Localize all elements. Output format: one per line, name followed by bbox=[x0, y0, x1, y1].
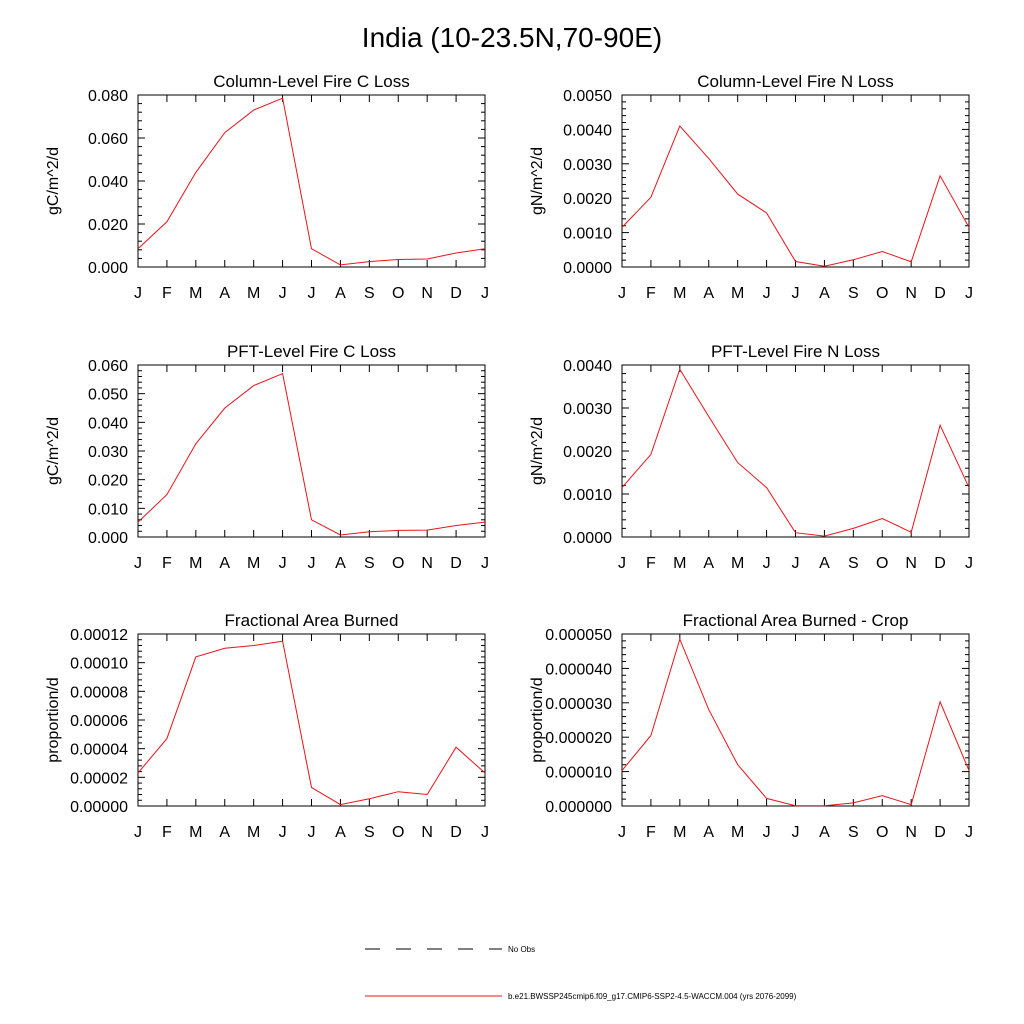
y-tick-label: 0.00012 bbox=[70, 627, 128, 644]
x-tick-label: O bbox=[392, 285, 405, 302]
x-tick-label: D bbox=[934, 285, 946, 302]
x-tick-label: J bbox=[762, 555, 771, 572]
x-tick-label: M bbox=[731, 824, 745, 841]
chart-panel-6 bbox=[529, 611, 973, 841]
plot-frame bbox=[138, 634, 485, 806]
x-tick-label: O bbox=[876, 285, 889, 302]
x-tick-label: J bbox=[307, 555, 316, 572]
x-tick-label: F bbox=[162, 285, 172, 302]
chart-title: Column-Level Fire C Loss bbox=[213, 72, 410, 91]
y-tick-label: 0.00010 bbox=[70, 655, 128, 673]
y-tick-label: 0.00006 bbox=[70, 713, 128, 730]
x-tick-label: M bbox=[189, 285, 203, 302]
x-tick-label: A bbox=[703, 824, 715, 841]
y-tick-label: 0.020 bbox=[87, 217, 128, 234]
y-tick-label: 0.0000 bbox=[563, 530, 612, 547]
x-tick-label: J bbox=[278, 285, 287, 302]
y-tick-label: 0.0040 bbox=[563, 358, 612, 375]
series-line bbox=[622, 639, 969, 806]
y-tick-label: 0.0020 bbox=[563, 444, 612, 461]
x-tick-label: S bbox=[847, 285, 859, 302]
x-tick-label: A bbox=[819, 285, 830, 302]
y-tick-label: 0.000000 bbox=[545, 799, 612, 816]
chart-panel-3 bbox=[45, 342, 489, 572]
x-tick-label: J bbox=[965, 555, 973, 572]
y-tick-label: 0.050 bbox=[87, 386, 128, 404]
x-tick-label: A bbox=[819, 555, 830, 572]
y-axis-label: proportion/d bbox=[45, 677, 62, 763]
x-tick-label: F bbox=[162, 824, 172, 841]
x-tick-label: D bbox=[450, 824, 462, 841]
y-tick-label: 0.00008 bbox=[70, 684, 128, 702]
x-tick-label: J bbox=[791, 555, 800, 572]
plot-frame bbox=[622, 95, 969, 267]
x-tick-label: J bbox=[134, 555, 142, 572]
y-tick-label: 0.040 bbox=[87, 174, 128, 191]
chart-panel-1 bbox=[45, 72, 489, 302]
y-tick-label: 0.00002 bbox=[70, 770, 128, 788]
x-tick-label: J bbox=[307, 824, 316, 841]
x-tick-label: N bbox=[421, 285, 433, 302]
chart-title: PFT-Level Fire C Loss bbox=[226, 342, 397, 361]
y-tick-label: 0.000030 bbox=[545, 695, 612, 713]
series-line bbox=[622, 369, 969, 536]
x-tick-label: J bbox=[965, 824, 973, 841]
chart-panel-4 bbox=[529, 342, 973, 572]
x-tick-label: S bbox=[847, 555, 859, 572]
chart-title: Fractional Area Burned - Crop bbox=[682, 611, 909, 630]
y-axis-label: gC/m^2/d bbox=[45, 147, 62, 215]
x-tick-label: S bbox=[363, 824, 375, 841]
x-tick-label: M bbox=[673, 555, 687, 572]
legend-label-2: b.e21.BWSSP245cmip6.f09_g17.CMIP6-SSP2-4.5-WACCM.004 (yrs 2076-2099) bbox=[508, 992, 797, 1001]
x-tick-label: M bbox=[731, 285, 745, 302]
x-tick-label: M bbox=[247, 285, 261, 302]
panels-group bbox=[45, 72, 973, 841]
y-tick-label: 0.0030 bbox=[563, 401, 612, 418]
x-tick-label: D bbox=[934, 824, 946, 841]
y-axis-label: gN/m^2/d bbox=[529, 417, 546, 485]
x-tick-label: A bbox=[219, 824, 231, 841]
y-tick-label: 0.000 bbox=[87, 530, 128, 547]
x-tick-label: A bbox=[335, 555, 346, 572]
x-tick-label: N bbox=[905, 285, 917, 302]
y-tick-label: 0.000040 bbox=[545, 661, 612, 679]
y-tick-label: 0.000020 bbox=[545, 730, 612, 748]
plot-frame bbox=[138, 95, 485, 267]
x-tick-label: J bbox=[618, 824, 626, 841]
x-tick-label: O bbox=[392, 824, 405, 841]
x-tick-label: A bbox=[335, 824, 346, 841]
x-tick-label: D bbox=[450, 285, 462, 302]
y-tick-label: 0.000 bbox=[87, 260, 128, 277]
x-tick-label: J bbox=[307, 285, 316, 302]
x-tick-label: J bbox=[618, 285, 626, 302]
x-tick-label: J bbox=[278, 555, 287, 572]
y-tick-label: 0.0010 bbox=[563, 487, 612, 504]
x-tick-label: M bbox=[673, 285, 687, 302]
y-tick-label: 0.060 bbox=[87, 358, 128, 375]
x-tick-label: J bbox=[481, 555, 489, 572]
y-tick-label: 0.0010 bbox=[563, 225, 612, 243]
x-tick-label: O bbox=[392, 555, 405, 572]
legend bbox=[365, 945, 797, 1001]
x-tick-label: J bbox=[965, 285, 973, 302]
x-tick-label: J bbox=[481, 824, 489, 841]
x-tick-label: J bbox=[134, 824, 142, 841]
figure-title: India (10-23.5N,70-90E) bbox=[361, 22, 663, 53]
chart-title: Column-Level Fire N Loss bbox=[697, 72, 894, 91]
chart-panel-5 bbox=[45, 611, 489, 841]
x-tick-label: M bbox=[673, 824, 687, 841]
x-tick-label: O bbox=[876, 555, 889, 572]
chart-panel-2 bbox=[529, 72, 973, 302]
series-line bbox=[622, 126, 969, 266]
x-tick-label: A bbox=[703, 285, 715, 302]
x-tick-label: A bbox=[219, 555, 231, 572]
x-tick-label: S bbox=[363, 555, 375, 572]
y-tick-label: 0.0050 bbox=[563, 88, 612, 105]
y-tick-label: 0.030 bbox=[87, 444, 128, 461]
legend-label-1: No Obs bbox=[508, 945, 536, 954]
y-tick-label: 0.0030 bbox=[563, 156, 612, 174]
series-line bbox=[138, 98, 485, 265]
x-tick-label: O bbox=[876, 824, 889, 841]
y-tick-label: 0.00004 bbox=[70, 741, 128, 759]
y-tick-label: 0.060 bbox=[87, 131, 128, 148]
x-tick-label: A bbox=[219, 285, 231, 302]
plot-frame bbox=[138, 365, 485, 537]
x-tick-label: M bbox=[731, 555, 745, 572]
x-tick-label: N bbox=[905, 824, 917, 841]
x-tick-label: M bbox=[247, 555, 261, 572]
x-tick-label: J bbox=[762, 285, 771, 302]
x-tick-label: S bbox=[363, 285, 375, 302]
x-tick-label: J bbox=[278, 824, 287, 841]
series-line bbox=[138, 641, 485, 804]
x-tick-label: J bbox=[618, 555, 626, 572]
x-tick-label: S bbox=[847, 824, 859, 841]
y-tick-label: 0.010 bbox=[87, 501, 128, 519]
x-tick-label: A bbox=[703, 555, 715, 572]
y-tick-label: 0.040 bbox=[87, 415, 128, 433]
y-tick-label: 0.0000 bbox=[563, 260, 612, 277]
x-tick-label: M bbox=[247, 824, 261, 841]
y-tick-label: 0.00000 bbox=[70, 799, 128, 816]
x-tick-label: J bbox=[134, 285, 142, 302]
y-tick-label: 0.000010 bbox=[545, 764, 612, 782]
x-tick-label: N bbox=[421, 824, 433, 841]
x-tick-label: D bbox=[450, 555, 462, 572]
y-tick-label: 0.0020 bbox=[563, 191, 612, 209]
y-tick-label: 0.0040 bbox=[563, 122, 612, 140]
y-tick-label: 0.000050 bbox=[545, 627, 612, 644]
y-axis-label: gN/m^2/d bbox=[529, 147, 546, 215]
x-tick-label: J bbox=[481, 285, 489, 302]
y-axis-label: proportion/d bbox=[529, 677, 546, 763]
y-axis-label: gC/m^2/d bbox=[45, 417, 62, 485]
y-tick-label: 0.020 bbox=[87, 472, 128, 490]
x-tick-label: A bbox=[335, 285, 346, 302]
chart-title: PFT-Level Fire N Loss bbox=[710, 342, 881, 361]
x-tick-label: N bbox=[905, 555, 917, 572]
y-tick-label: 0.080 bbox=[87, 88, 128, 105]
x-tick-label: M bbox=[189, 555, 203, 572]
x-tick-label: F bbox=[646, 285, 656, 302]
series-line bbox=[138, 374, 485, 535]
x-tick-label: F bbox=[646, 824, 656, 841]
x-tick-label: D bbox=[934, 555, 946, 572]
x-tick-label: F bbox=[646, 555, 656, 572]
x-tick-label: A bbox=[819, 824, 830, 841]
x-tick-label: J bbox=[791, 285, 800, 302]
x-tick-label: F bbox=[162, 555, 172, 572]
x-tick-label: N bbox=[421, 555, 433, 572]
chart-title: Fractional Area Burned bbox=[224, 611, 399, 630]
x-tick-label: J bbox=[791, 824, 800, 841]
x-tick-label: M bbox=[189, 824, 203, 841]
x-tick-label: J bbox=[762, 824, 771, 841]
